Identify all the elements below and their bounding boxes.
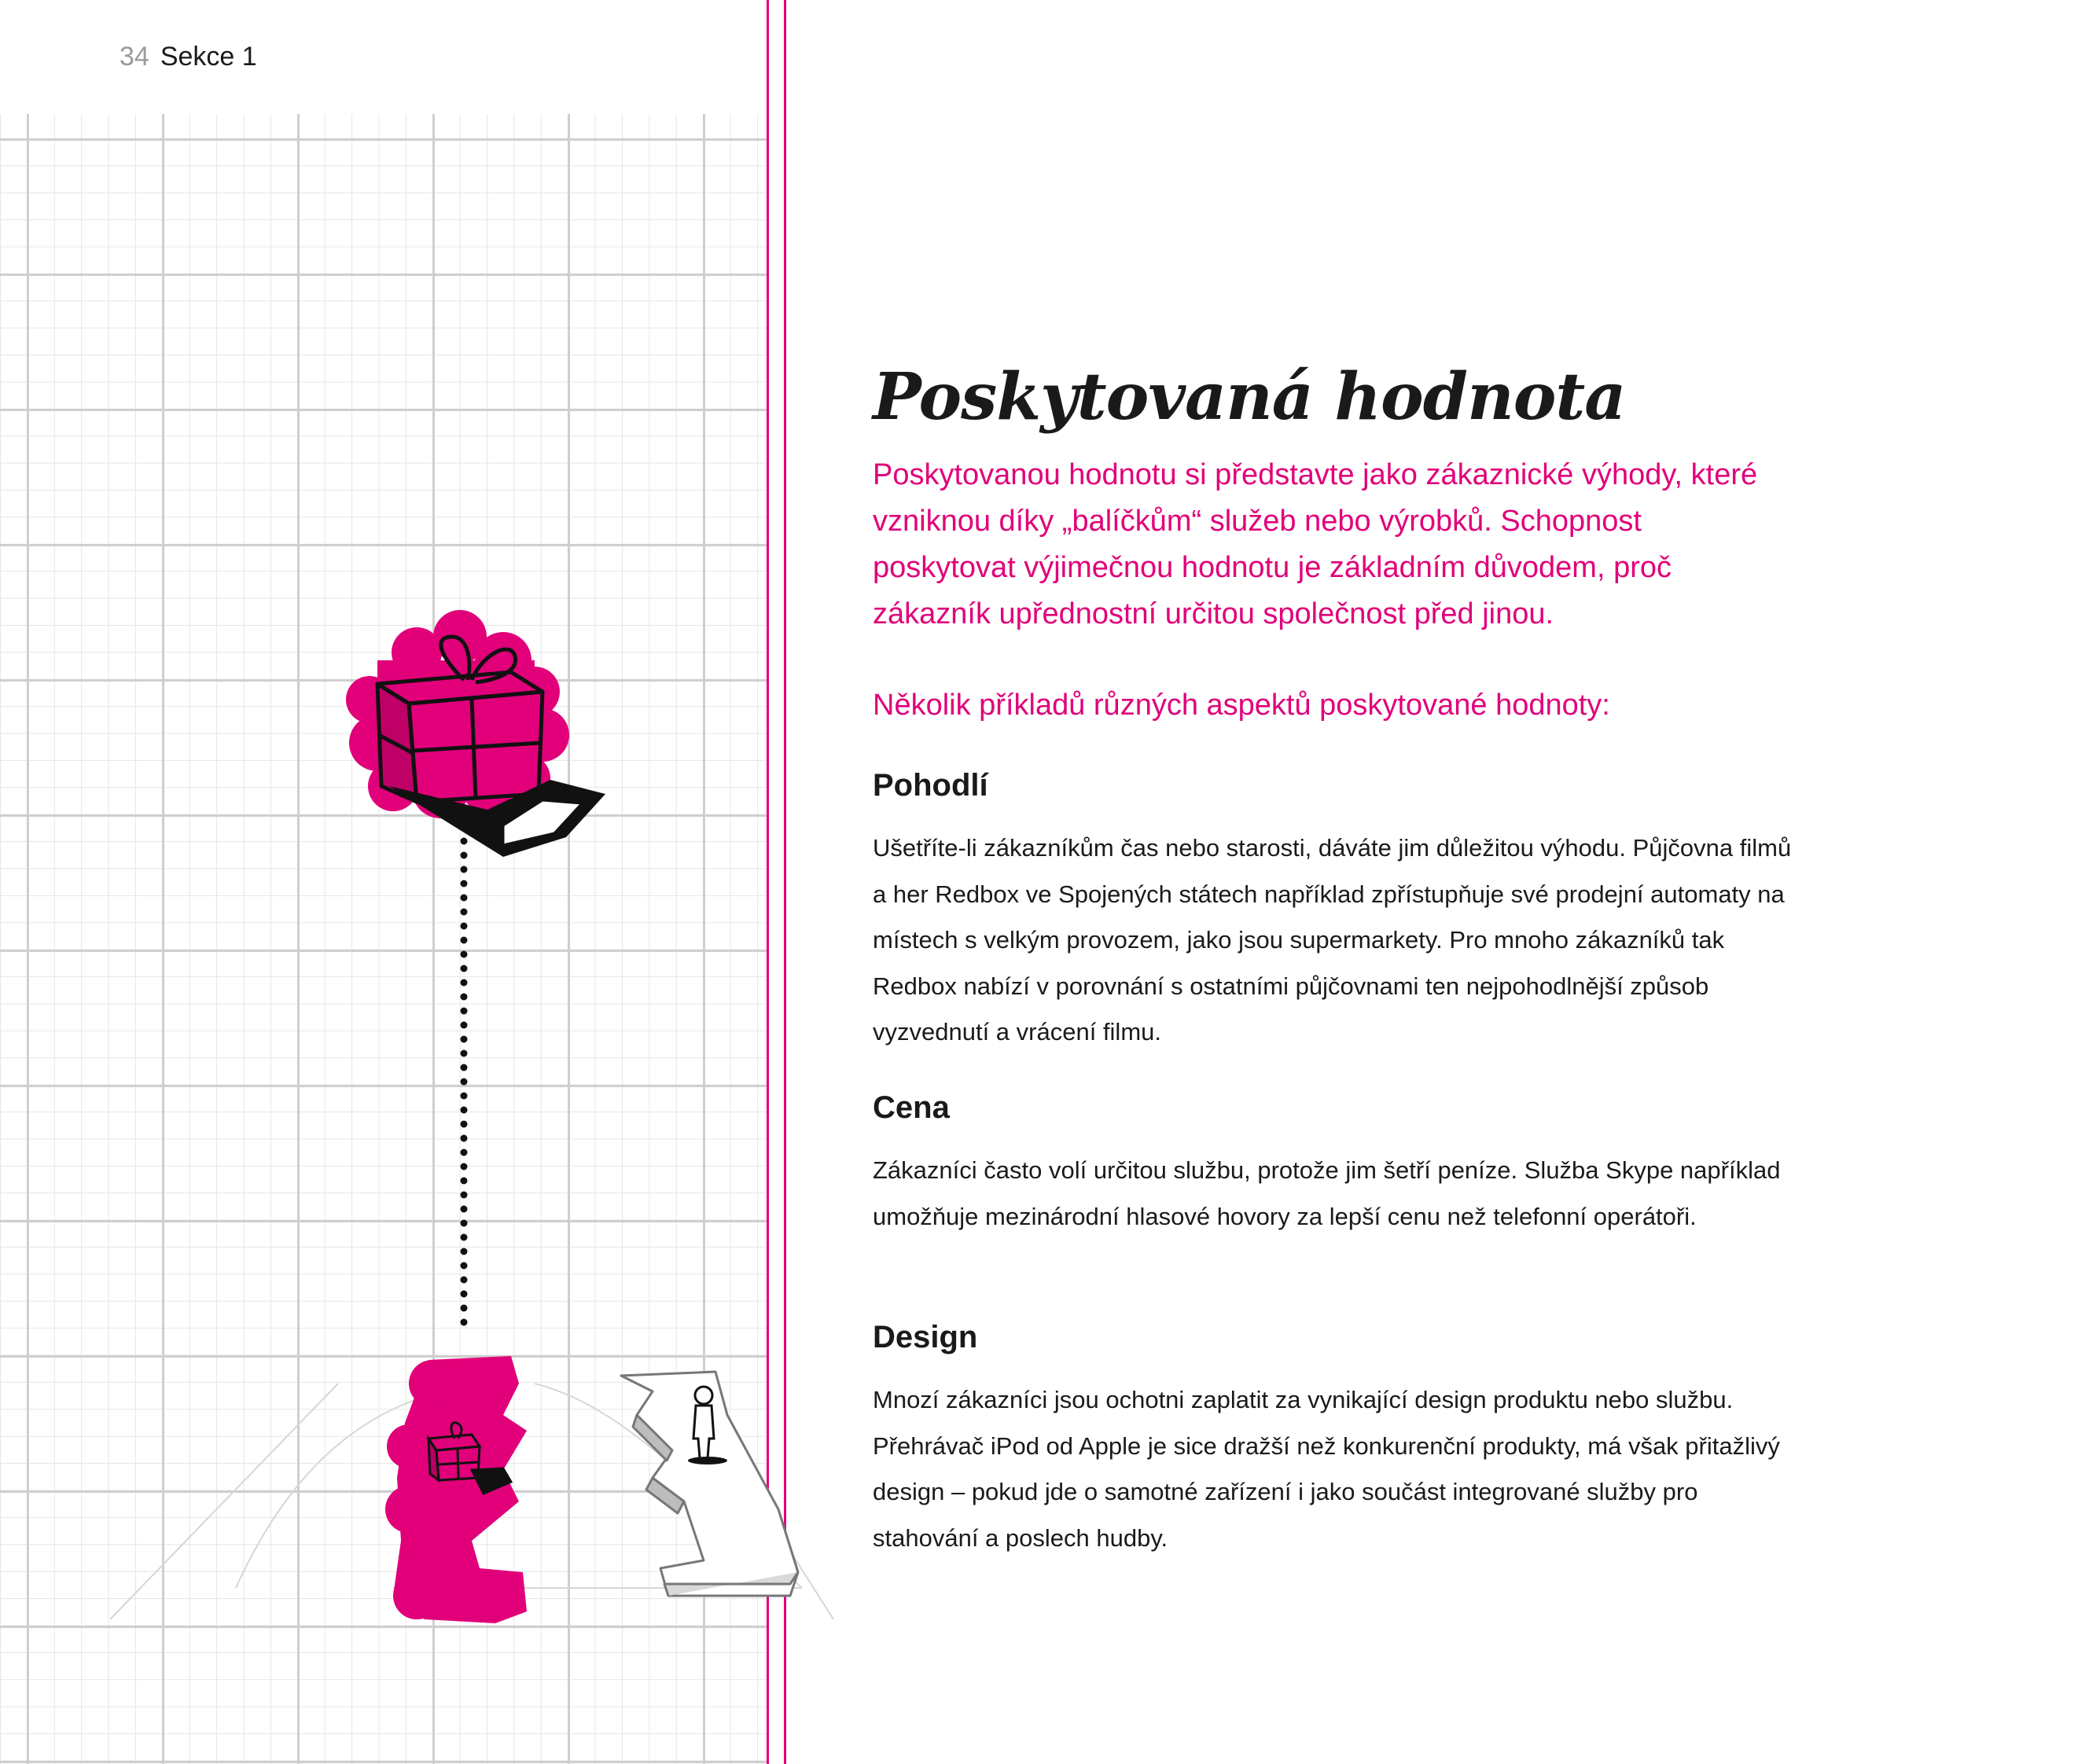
running-head <box>120 41 257 72</box>
section-heading-cena: Cena <box>873 1090 950 1125</box>
page-number: 34 <box>120 42 149 72</box>
section-body-cena: Zákazníci často volí určitou službu, protože jim šetří peníze. Služba Skype například umožňuje mezinárodní hlasové hovory za lepší cenu než telefonní operátoři. <box>873 1156 1781 1230</box>
examples-intro: Několik příkladů různých aspektů poskytované hodnoty: <box>873 689 1610 722</box>
pink-puzzle-piece <box>385 1356 527 1623</box>
section-body-pohodli: Ušetříte-li zákazníkům čas nebo starosti, dáváte jim důležitou výhodu. Půjčovna filmů a her Redbox ve Spojených státech například zpřístupňuje své prodejní automaty na místech s velkým provozem, jako jsou supermarkety. Pro mnoho zákazníků tak Redbox nabízí v porovnání s ostatními půjčovnami ten nejpohodlnější způsob vyzvednutí a vrácení filmu. <box>873 834 1792 1046</box>
section-heading-pohodli: Pohodlí <box>873 768 988 803</box>
section-label: Sekce 1 <box>160 42 257 72</box>
section-body-design: Mnozí zákazníci jsou ochotni zaplatit za vynikající design produktu nebo službu. Přehrávač iPod od Apple je sice dražší než konkurenční produkty, má však přitažlivý design – pokud jde o samotné zařízení i jako součást integrované služby pro stahování a poslech hudby. <box>873 1386 1780 1552</box>
page-title: Poskytovaná hodnota <box>873 359 1626 435</box>
value-proposition-illustration <box>0 597 833 1651</box>
section-heading-design: Design <box>873 1320 978 1354</box>
header-margin <box>0 0 767 114</box>
lead-paragraph: Poskytovanou hodnotu si představte jako zákaznické výhody, které vzniknou díky „balíčkům“ služeb nebo výrobků. Schopnost poskytovat výjimečnou hodnotu je základním důvodem, proč zákazník upřednostní určitou společnost před jinou. <box>873 458 1758 630</box>
dotted-connector <box>461 838 468 1326</box>
